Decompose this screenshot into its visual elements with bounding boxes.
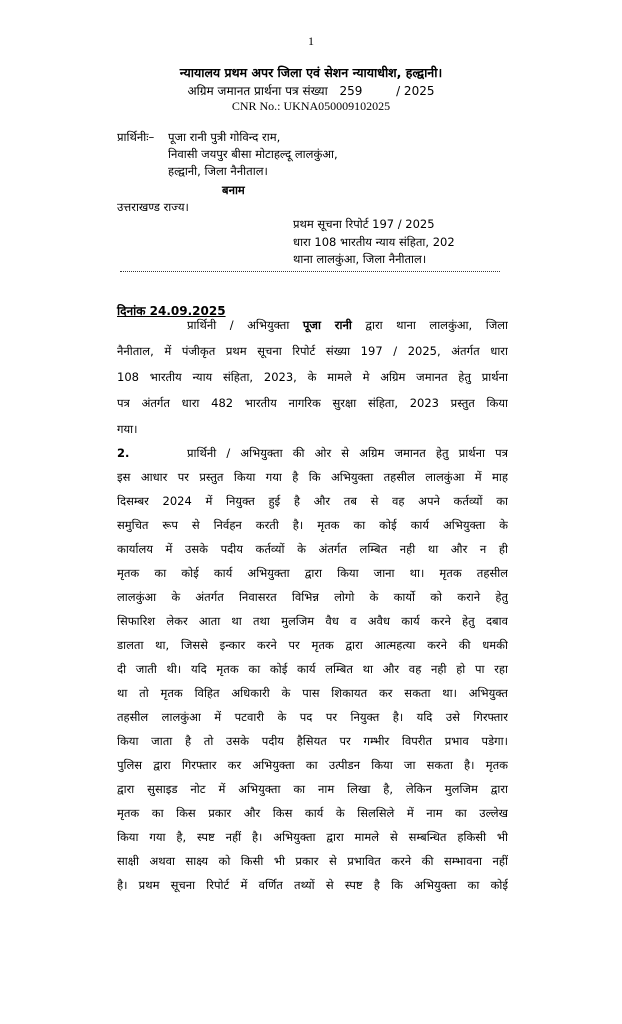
paragraph-line: पत्र अंतर्गत धारा 482 भारतीय नागरिक सुरक्षा संहिता, 2023 प्रस्तुत किया xyxy=(117,396,508,410)
paragraph-line: साक्षी अथवा साक्ष्य को किसी भी प्रकार से प्रभावित करने की सम्भावना नहीं xyxy=(117,854,508,868)
paragraph-line: लालकुंआ के अंतर्गत निवासरत विभिन्न लोगो के कार्यो को कराने हेतु xyxy=(117,590,508,604)
paragraph-line: दिसम्बर 2024 में नियुक्त हुई है और तब से वह अपने कर्तव्यों का xyxy=(117,494,508,508)
versus-label: बनाम xyxy=(222,183,245,197)
application-number: 259 xyxy=(339,84,363,98)
applicant-name: पूजा रानी पुत्री गोविन्द राम, xyxy=(168,130,281,144)
paragraph-line: पुलिस द्वारा गिरफ्तार कर अभियुक्ता का उत्पीडन किया जा सकता है। मृतक xyxy=(117,758,508,772)
applicant-address: निवासी जयपुर बीसा मोटाहल्दू लालकुंआ, xyxy=(168,147,338,161)
fir-number: प्रथम सूचना रिपोर्ट 197 / 2025 xyxy=(293,217,435,231)
paragraph-line: गया। xyxy=(117,422,138,436)
paragraph-line: था तो मृतक विहित अधिकारी के पास शिकायत कर सकता था। अभियुक्त xyxy=(117,686,508,700)
paragraph-line: किया गया है, स्पष्ट नहीं है। अभियुक्ता द्वारा मामले से सम्बन्धित हकिसी भी xyxy=(117,830,508,844)
applicant-district: हल्द्वानी, जिला नैनीताल। xyxy=(168,164,268,178)
paragraph-line: 108 भारतीय न्याय संहिता, 2023, के मामले मे अग्रिम जमानत हेतु प्रार्थना xyxy=(117,370,508,384)
paragraph-line: मृतक का किस प्रकार और किस कार्य के सिलसिले में नाम का उल्लेख xyxy=(117,806,508,820)
page-number: 1 xyxy=(308,34,314,48)
paragraph-line: द्वारा सुसाइड नोट में अभियुक्ता का नाम लिखा है, लेकिन मुलजिम द्वारा xyxy=(117,782,508,796)
paragraph-line: किया जाता है तो उसके पदीय हैसियत पर गम्भीर विपरीत प्रभाव पडेगा। xyxy=(117,734,508,748)
paragraph-line: इस आधार पर प्रस्तुत किया गया है कि अभियुक्ता तहसील लालकुंआ में माह xyxy=(117,470,508,484)
paragraph-line: मृतक का कोई कार्य अभियुक्ता द्वारा किया जाना था। मृतक तहसील xyxy=(117,566,508,580)
court-title: न्यायालय प्रथम अपर जिला एवं सेशन न्यायाधीश, हल्द्वानी। xyxy=(179,65,443,80)
paragraph-line: समुचित रूप से निर्वहन करती है। मृतक का कोई कार्य अभियुक्ता के xyxy=(117,518,508,532)
fir-section: धारा 108 भारतीय न्याय संहिता, 202 xyxy=(293,235,455,249)
paragraph-line: दी जाती थी। यदि मृतक का कोई कार्य लम्बित था और वह नही हो पा रहा xyxy=(117,662,508,676)
paragraph-line: डालता था, जिससे इन्कार करने पर मृतक द्वारा आत्महत्या करने की धमकी xyxy=(117,638,508,652)
respondent-name: उत्तराखण्ड राज्य। xyxy=(117,200,189,214)
paragraph-line: प्रार्थिनी / अभियुक्ता पूजा रानी द्वारा थाना लालकुंआ, जिला xyxy=(187,318,508,332)
cnr-number: CNR No.: UKNA050009102025 xyxy=(231,99,391,113)
fir-police-station: थाना लालकुंआ, जिला नैनीताल। xyxy=(293,252,427,266)
paragraph-line: सिफारिश लेकर आता था तथा मुलजिम वैध व अवैध कार्य करने हेतु दबाव xyxy=(117,614,508,628)
paragraph-line: नैनीताल, में पंजीकृत प्रथम सूचना रिपोर्ट संख्या 197 / 2025, अंतर्गत धारा xyxy=(117,344,508,358)
applicant-name-bold: पूजा रानी xyxy=(302,318,352,332)
application-year: / 2025 xyxy=(396,84,435,98)
application-title xyxy=(0,82,622,99)
applicant-label: प्रार्थिनीः– xyxy=(117,130,155,144)
paragraph-line: तहसील लालकुंआ में पटवारी के पद पर नियुक्त है। यदि उसे गिरफ्तार xyxy=(117,710,508,724)
paragraph-line: है। प्रथम सूचना रिपोर्ट में वर्णित तथ्यों से स्पष्ट है कि अभियुक्ता का कोई xyxy=(117,878,508,892)
paragraph-number: 2. xyxy=(117,446,130,460)
paragraph-line: कार्यालय में उसके पदीय कर्तव्यों के अंतर्गत लम्बित नही था और न ही xyxy=(117,542,508,556)
separator-line xyxy=(120,271,500,272)
application-label: अग्रिम जमानत प्रार्थना पत्र संख्या xyxy=(187,84,328,98)
paragraph-line: प्रार्थिनी / अभियुक्ता की ओर से अग्रिम जमानत हेतु प्रार्थना पत्र xyxy=(187,446,508,460)
order-date: दिनांक 24.09.2025 xyxy=(117,304,226,318)
